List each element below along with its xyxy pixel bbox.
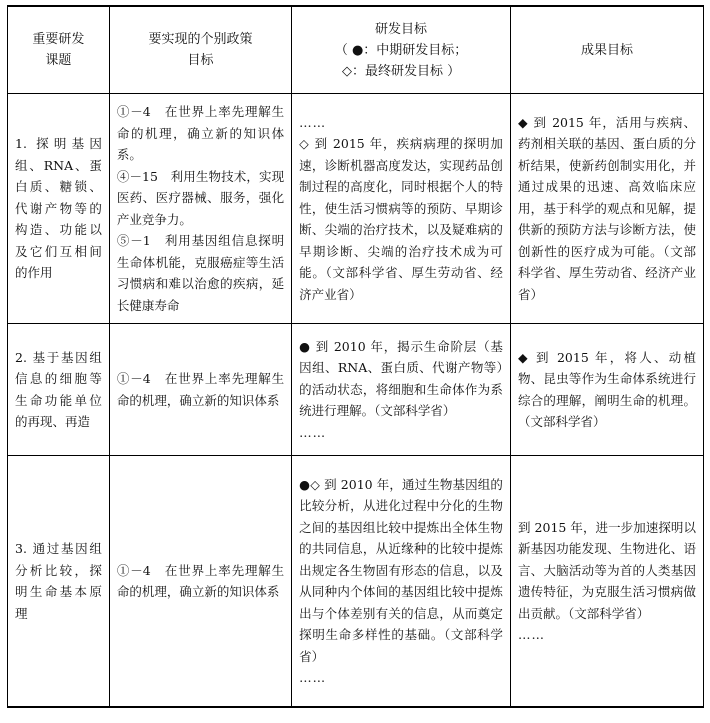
outcome-text: 到 2015 年，进一步加速探明以新基因功能发现、生物进化、语言、大脑活动等为首的人类基因遗传特征，为克服生活习惯病做出贡献。（文部科学省） — [517, 519, 696, 621]
table-row — [8, 94, 704, 324]
policy-item: ①－4 在世界上率先理解生命的机理，确立新的知识体系 — [116, 371, 285, 408]
rd-goal-ellipsis: …… — [299, 424, 327, 440]
header-topic-text: 重要研发课题 — [32, 32, 85, 68]
table-row — [8, 456, 704, 708]
header-row — [8, 6, 704, 94]
outcome-ellipsis: …… — [517, 627, 545, 642]
outcome-cell — [510, 456, 703, 708]
header-outcome — [510, 6, 703, 94]
topic-cell — [8, 324, 110, 456]
policy-cell — [109, 456, 291, 708]
topic-text: 1. 探明基因组、RNA、蛋白质、糖锁、代谢产物等的构造、功能以及它们互相间的作用 — [15, 136, 102, 281]
policy-item: ①－4 在世界上率先理解生命的机理，确立新的知识体系 — [116, 562, 285, 599]
header-policy — [109, 6, 291, 94]
header-outcome-text: 成果目标 — [580, 42, 633, 58]
topic-text: 2. 基于基因组信息的细胞等生命功能单位的再现、再造 — [15, 349, 102, 429]
rd-goal-cell — [292, 456, 511, 708]
rd-goal-cell — [292, 94, 511, 324]
rd-goal-text: ◇ 到 2015 年，疾病病理的探明加速，诊断机器高度发达，实现药品创制过程的高度化，同时根据个人的特性，使生活习惯病等的预防、早期诊断、尖端的治疗技术，以及疑难病的早期诊断、尖端的治疗技术成为可能。（文部科学省、厚生劳动省、经济产业省） — [299, 136, 503, 302]
rd-goal-ellipsis: …… — [299, 114, 327, 130]
topic-cell — [8, 456, 110, 708]
policy-item: ①－4 在世界上率先理解生命的机理，确立新的知识体系。 — [116, 104, 285, 162]
policy-item: ⑤－1 利用基因组信息探明生命体机能，克服癌症等生活习惯病和难以治愈的疾病，延长健康寿命 — [116, 233, 285, 313]
outcome-cell — [510, 324, 703, 456]
header-rd-goal-legend-mid: （ ●：中期研发目标； — [334, 42, 468, 58]
header-topic — [8, 6, 110, 94]
header-policy-text: 要实现的个别政策目标 — [148, 32, 253, 68]
rd-goal-ellipsis: …… — [299, 670, 327, 685]
outcome-cell — [510, 94, 703, 324]
header-rd-goal — [292, 6, 511, 94]
topic-text: 3. 通过基因组分析比较，探明生命基本原理 — [15, 541, 102, 621]
topic-cell — [8, 94, 110, 324]
table-row — [8, 324, 704, 456]
policy-item: ④－15 利用生物技术，实现医药、医疗器械、服务，强化产业竞争力。 — [116, 168, 285, 227]
outcome-text: ◆ 到 2015 年，将人、动植物、昆虫等作为生命体系统进行综合的理解，阐明生命的机理。（文部科学省） — [517, 349, 696, 429]
policy-cell — [109, 324, 291, 456]
header-rd-goal-title: 研发目标 — [375, 21, 428, 37]
header-rd-goal-legend-final: ◇：最终研发目标 ） — [341, 63, 461, 79]
rd-goal-text: ●◇ 到 2010 年，通过生物基因组的比较分析，从进化过程中分化的生物之间的基因组比较中提炼出全体生物的共同信息，从近缘种的比较中提炼出规定各生物固有形态的信息，以及从同种内个体间的基因组比较中提炼出与个体差别有关的信息，从而奠定探明生命多样性的基础。（文部科学省） — [299, 476, 503, 664]
policy-cell — [109, 94, 291, 324]
rd-goal-text: ● 到 2010 年，揭示生命阶层（基因组、RNA、蛋白质、代谢产物等）的活动状态，将细胞和生命体作为系统进行理解。（文部科学省） — [299, 338, 503, 419]
rd-goal-cell — [292, 324, 511, 456]
rd-goals-table — [7, 5, 704, 708]
outcome-text: ◆ 到 2015 年，活用与疾病、药剂相关联的基因、蛋白质的分析结果，使新药创制实用化，并通过成果的迅速、高效临床应用，基于科学的观点和见解，提供新的预防方法与诊断方法，使创新性的医疗成为可能。（文部科学省、厚生劳动省、经济产业省） — [517, 114, 696, 302]
